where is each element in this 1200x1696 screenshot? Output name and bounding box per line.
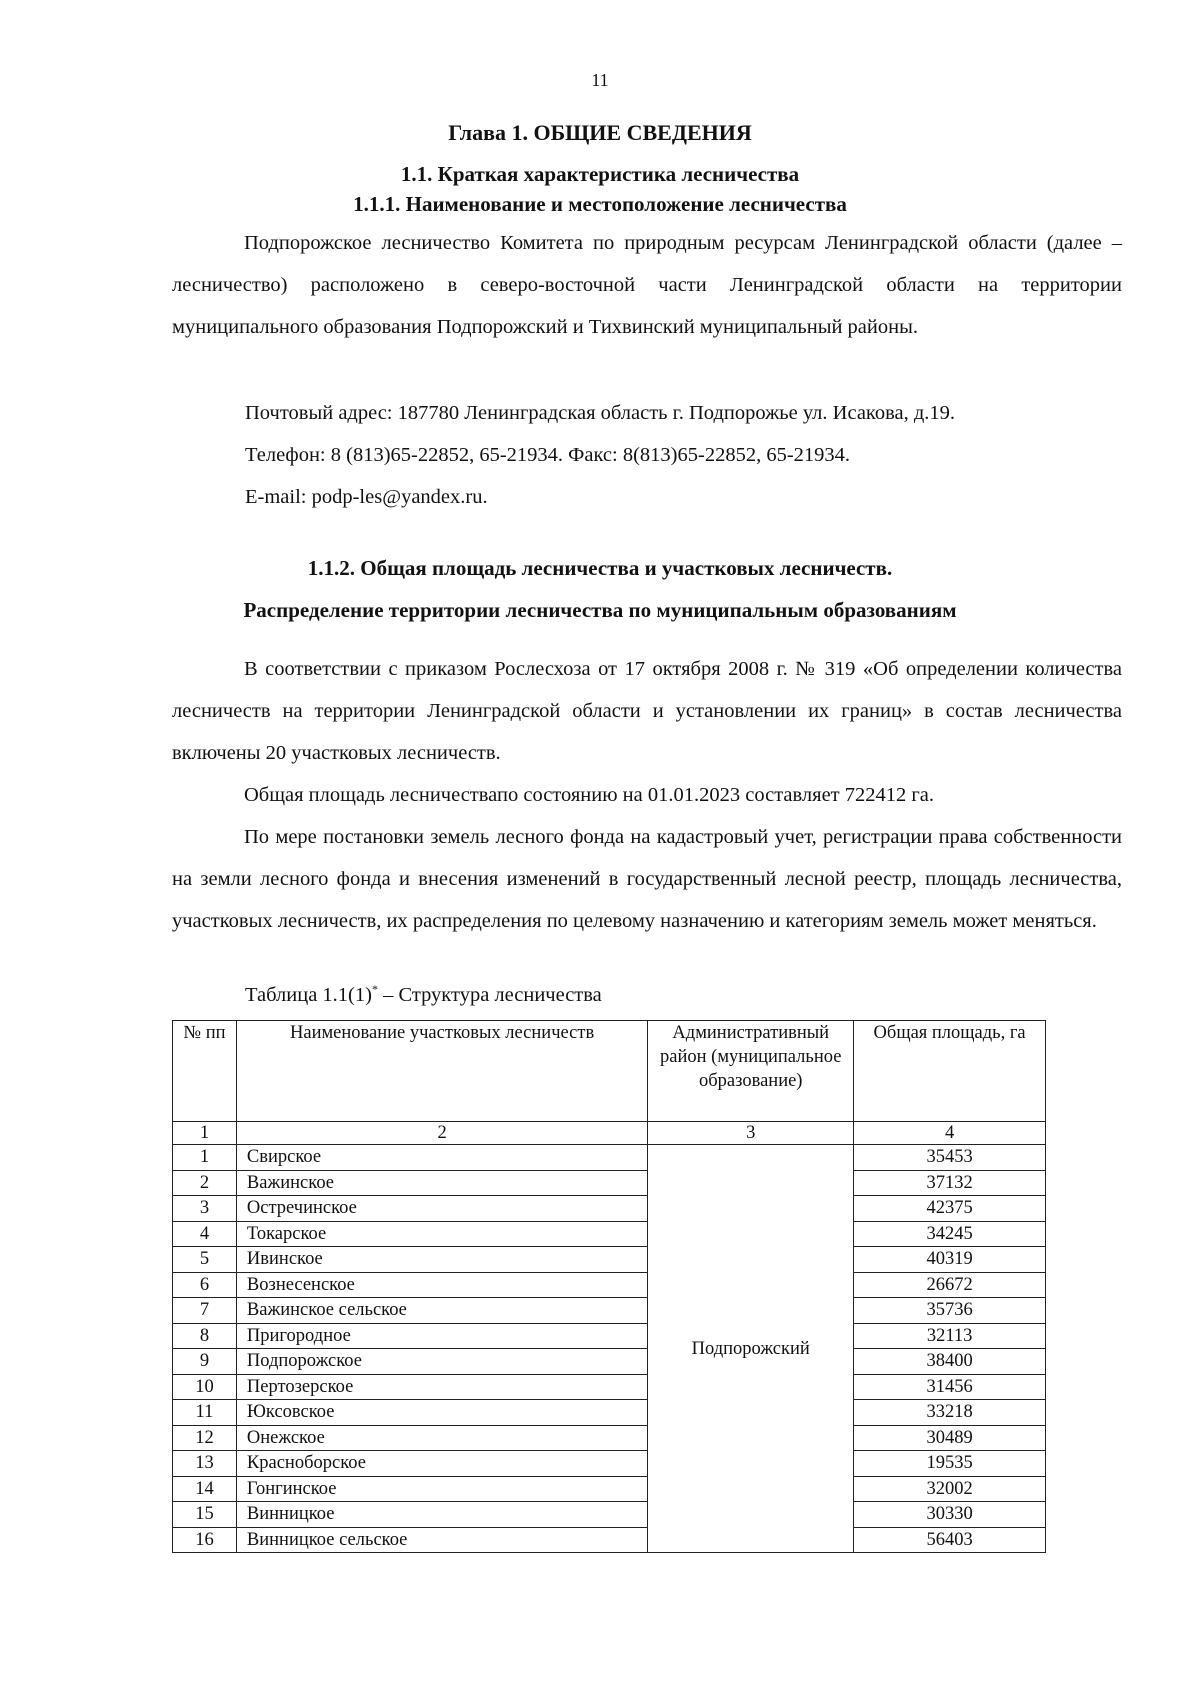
forestry-area: 56403 bbox=[854, 1527, 1046, 1553]
postal-address: Почтовый адрес: 187780 Ленинградская область г. Подпорожье ул. Исакова, д.19. bbox=[245, 402, 956, 424]
row-number: 7 bbox=[173, 1298, 237, 1324]
forestry-area: 34245 bbox=[854, 1221, 1046, 1247]
row-number: 13 bbox=[173, 1451, 237, 1477]
subsection2-title-line1: 1.1.2. Общая площадь лесничества и участковых лесничеств. bbox=[307, 556, 893, 580]
table-row bbox=[173, 1170, 1046, 1196]
registry-paragraph: По мере постановки земель лесного фонда на кадастровый учет, регистрации права собственности на земли лесного фонда и внесения изменений в государственный лесной реестр, площадь лесничества, участковых лесничеств, их распределения по целевому назначению и категориям земель может меняться. bbox=[172, 826, 1122, 932]
table-row bbox=[173, 1247, 1046, 1273]
row-number: 8 bbox=[173, 1323, 237, 1349]
row-number: 2 bbox=[173, 1170, 237, 1196]
forestry-area: 42375 bbox=[854, 1196, 1046, 1222]
forestry-name: Красноборское bbox=[236, 1451, 647, 1477]
forestry-name: Токарское bbox=[236, 1221, 647, 1247]
table-row bbox=[173, 1425, 1046, 1451]
subsection-title: 1.1.1. Наименование и местоположение лесничества bbox=[353, 192, 847, 216]
table-row bbox=[173, 1349, 1046, 1375]
header-num: № пп bbox=[173, 1021, 237, 1122]
table-row bbox=[173, 1374, 1046, 1400]
table-row bbox=[173, 1400, 1046, 1426]
row-number: 16 bbox=[173, 1527, 237, 1553]
area-paragraph: Общая площадь лесничествапо состоянию на 01.01.2023 составляет 722412 га. bbox=[244, 784, 935, 806]
forestry-name: Ивинское bbox=[236, 1247, 647, 1273]
forestry-name: Гонгинское bbox=[236, 1476, 647, 1502]
order-paragraph: В соответствии с приказом Рослесхоза от 17 октября 2008 г. № 319 «Об определении количества лесничеств на территории Ленинградской области и установлении их границ» в состав лесничества включены 20 участковых лесничеств. bbox=[172, 658, 1122, 764]
forestry-name: Юксовское bbox=[236, 1400, 647, 1426]
table-caption-prefix: Таблица 1.1(1) bbox=[245, 984, 372, 1006]
table-row bbox=[173, 1476, 1046, 1502]
row-number: 3 bbox=[173, 1196, 237, 1222]
forestry-name: Винницкое bbox=[236, 1502, 647, 1528]
district-cell: Подпорожский bbox=[648, 1145, 854, 1553]
intro-paragraph: Подпорожское лесничество Комитета по природным ресурсам Ленинградской области (далее – лесничество) расположено в северо-восточной части Ленинградской области на территории муниципального образования Подпорожский и Тихвинский муниципальный районы. bbox=[172, 232, 1122, 338]
forestry-name: Важинское сельское bbox=[236, 1298, 647, 1324]
row-number: 5 bbox=[173, 1247, 237, 1273]
subsection2-title-line2: Распределение территории лесничества по муниципальным образованиям bbox=[243, 598, 957, 622]
forestry-area: 30489 bbox=[854, 1425, 1046, 1451]
table-caption bbox=[245, 982, 602, 1007]
table-row bbox=[173, 1323, 1046, 1349]
forestry-name: Онежское bbox=[236, 1425, 647, 1451]
row-number: 6 bbox=[173, 1272, 237, 1298]
forestry-name: Вознесенское bbox=[236, 1272, 647, 1298]
forestry-area: 32002 bbox=[854, 1476, 1046, 1502]
forestry-name: Важинское bbox=[236, 1170, 647, 1196]
row-number: 11 bbox=[173, 1400, 237, 1426]
row-number: 4 bbox=[173, 1221, 237, 1247]
forestry-area: 26672 bbox=[854, 1272, 1046, 1298]
forestry-area: 30330 bbox=[854, 1502, 1046, 1528]
row-number: 9 bbox=[173, 1349, 237, 1375]
row-number: 15 bbox=[173, 1502, 237, 1528]
chapter-title: Глава 1. ОБЩИЕ СВЕДЕНИЯ bbox=[448, 120, 752, 145]
table-row bbox=[173, 1196, 1046, 1222]
forestry-area: 19535 bbox=[854, 1451, 1046, 1477]
forestry-area: 32113 bbox=[854, 1323, 1046, 1349]
email-line: E-mail: podp-les@yandex.ru. bbox=[245, 486, 488, 508]
forestry-name: Подпорожское bbox=[236, 1349, 647, 1375]
forestry-name: Остречинское bbox=[236, 1196, 647, 1222]
forestry-structure-table bbox=[172, 1020, 1046, 1553]
table-caption-suffix: – Структура лесничества bbox=[377, 984, 602, 1006]
header-number-4: 4 bbox=[854, 1122, 1046, 1145]
header-area: Общая площадь, га bbox=[854, 1021, 1046, 1122]
table-row bbox=[173, 1272, 1046, 1298]
table-row bbox=[173, 1298, 1046, 1324]
table-row bbox=[173, 1502, 1046, 1528]
forestry-name: Винницкое сельское bbox=[236, 1527, 647, 1553]
forestry-area: 38400 bbox=[854, 1349, 1046, 1375]
forestry-name: Свирское bbox=[236, 1145, 647, 1171]
table-caption-mark: * bbox=[371, 982, 378, 996]
forestry-name: Пригородное bbox=[236, 1323, 647, 1349]
table-row bbox=[173, 1145, 1046, 1171]
forestry-area: 31456 bbox=[854, 1374, 1046, 1400]
forestry-area: 33218 bbox=[854, 1400, 1046, 1426]
section-title: 1.1. Краткая характеристика лесничества bbox=[400, 162, 800, 186]
forestry-area: 40319 bbox=[854, 1247, 1046, 1273]
header-number-2: 2 bbox=[236, 1122, 647, 1145]
header-number-1: 1 bbox=[173, 1122, 237, 1145]
header-name: Наименование участковых лесничеств bbox=[236, 1021, 647, 1122]
forestry-area: 37132 bbox=[854, 1170, 1046, 1196]
header-district: Административный район (муниципальное образование) bbox=[648, 1021, 854, 1122]
page-number: 11 bbox=[591, 70, 609, 90]
table-row bbox=[173, 1451, 1046, 1477]
table-row bbox=[173, 1221, 1046, 1247]
header-number-3: 3 bbox=[648, 1122, 854, 1145]
row-number: 10 bbox=[173, 1374, 237, 1400]
row-number: 1 bbox=[173, 1145, 237, 1171]
table-row bbox=[173, 1527, 1046, 1553]
forestry-area: 35736 bbox=[854, 1298, 1046, 1324]
row-number: 14 bbox=[173, 1476, 237, 1502]
row-number: 12 bbox=[173, 1425, 237, 1451]
phone-fax: Телефон: 8 (813)65-22852, 65-21934. Факс: 8(813)65-22852, 65-21934. bbox=[245, 444, 851, 466]
table-body bbox=[173, 1145, 1046, 1553]
forestry-area: 35453 bbox=[854, 1145, 1046, 1171]
forestry-name: Пертозерское bbox=[236, 1374, 647, 1400]
